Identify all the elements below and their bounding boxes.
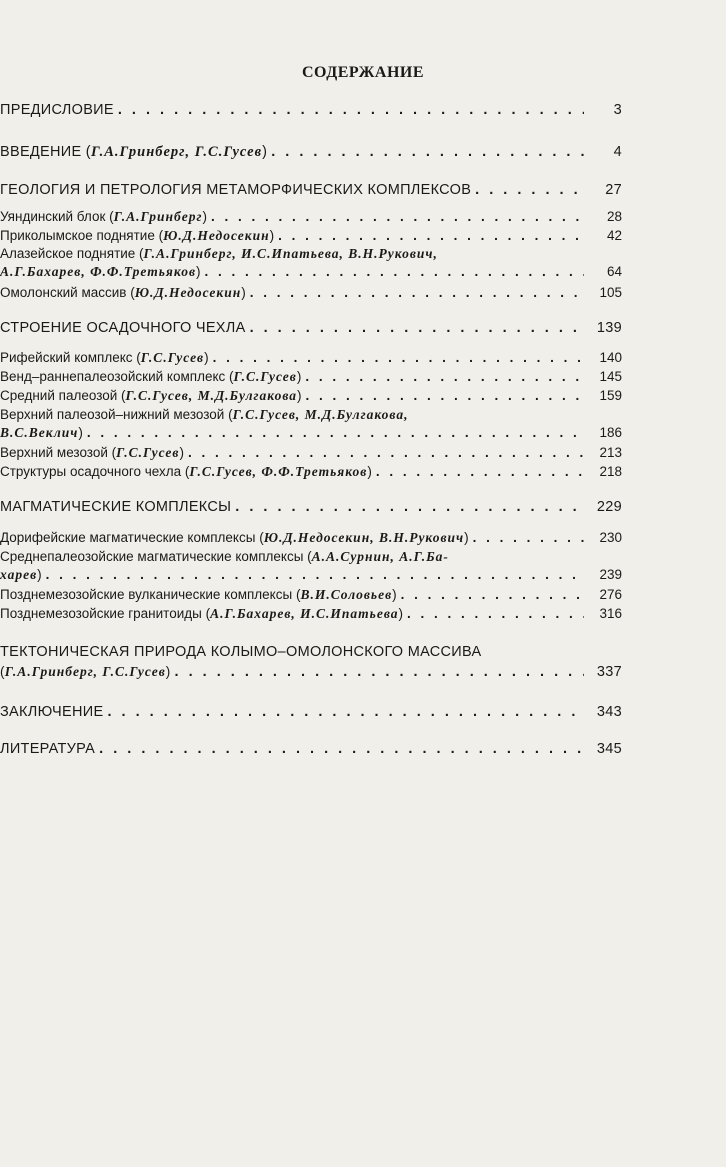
toc-section-tectonic-nature[interactable] bbox=[0, 642, 622, 682]
leader-dots bbox=[473, 529, 584, 547]
entry-authors: Г.А.Гринберг, Г.С.Гусев bbox=[90, 144, 263, 160]
entry-title: Уяндинский блок ( bbox=[0, 209, 114, 224]
entry-page: 213 bbox=[599, 445, 622, 460]
entry-authors: Ю.Д.Недосекин bbox=[163, 228, 270, 243]
entry-page: 343 bbox=[596, 704, 622, 720]
entry-title: Верхний палеозой–нижний мезозой ( bbox=[0, 407, 233, 422]
leader-dots bbox=[118, 100, 584, 120]
entry-page: 105 bbox=[599, 285, 622, 300]
entry-page: 316 bbox=[599, 606, 622, 621]
leader-dots bbox=[250, 318, 584, 338]
toc-entry-preface[interactable] bbox=[0, 100, 622, 120]
entry-authors-cont: харев bbox=[0, 567, 38, 582]
leader-dots bbox=[407, 605, 584, 623]
toc-entry-literature[interactable] bbox=[0, 739, 622, 759]
entry-title-tail: ) bbox=[202, 209, 208, 224]
entry-page: 159 bbox=[599, 388, 622, 403]
toc-entry-middle-paleozoic[interactable] bbox=[0, 387, 622, 405]
toc-entry-upper-mesozoic[interactable] bbox=[0, 444, 622, 462]
entry-page: 139 bbox=[596, 320, 622, 336]
entry-authors: А.Г.Бахарев, И.С.Ипатьева bbox=[210, 606, 399, 621]
entry-title-paren: ( bbox=[0, 664, 5, 679]
entry-title: Омолонский массив ( bbox=[0, 285, 135, 300]
entry-page: 230 bbox=[599, 530, 622, 545]
leader-dots bbox=[271, 142, 584, 162]
entry-page: 3 bbox=[613, 102, 622, 118]
entry-title-tail: ) bbox=[195, 264, 201, 279]
leader-dots bbox=[107, 702, 584, 722]
entry-title: Рифейский комплекс ( bbox=[0, 350, 141, 365]
entry-title: ЛИТЕРАТУРА bbox=[0, 741, 96, 757]
leader-dots bbox=[204, 263, 584, 281]
entry-title-tail: ) bbox=[165, 664, 171, 679]
entry-authors: Г.С.Гусев bbox=[116, 445, 180, 460]
leader-dots bbox=[99, 739, 584, 759]
toc-entry-preriphean-magmatic[interactable] bbox=[0, 529, 622, 547]
entry-title-tail: ) bbox=[262, 144, 268, 160]
entry-page: 337 bbox=[596, 664, 622, 680]
leader-dots bbox=[87, 424, 584, 442]
entry-title: Позднемезозойские вулканические комплексы ( bbox=[0, 587, 301, 602]
entry-page: 345 bbox=[596, 741, 622, 757]
entry-title-tail: ) bbox=[296, 369, 302, 384]
toc-entry-cover-structures[interactable] bbox=[0, 463, 622, 481]
leader-dots bbox=[250, 284, 584, 302]
toc-entry-riphean-complex[interactable] bbox=[0, 349, 622, 367]
leader-dots bbox=[46, 566, 584, 584]
entry-title-tail: ) bbox=[269, 228, 275, 243]
entry-page: 186 bbox=[599, 425, 622, 440]
entry-authors: Ю.Д.Недосекин, В.Н.Рукович bbox=[263, 530, 465, 545]
entry-authors-cont: А.Г.Бахарев, Ф.Ф.Третьяков bbox=[0, 264, 196, 279]
entry-authors: А.А.Сурнин, А.Г.Ба- bbox=[311, 549, 449, 564]
entry-title-tail: ) bbox=[392, 587, 397, 602]
entry-page: 229 bbox=[596, 499, 622, 515]
toc-entry-upper-paleozoic-lower-mesozoic[interactable] bbox=[0, 406, 622, 442]
entry-title: Венд–раннепалеозойский комплекс ( bbox=[0, 369, 234, 384]
entry-title: Позднемезозойские гранитоиды ( bbox=[0, 606, 211, 621]
entry-page: 64 bbox=[606, 264, 622, 279]
toc-heading: СОДЕРЖАНИЕ bbox=[301, 64, 425, 81]
entry-title-tail: ) bbox=[204, 350, 209, 365]
entry-page: 239 bbox=[599, 567, 622, 582]
toc-entry-omolon-massif[interactable] bbox=[0, 284, 622, 302]
toc-entry-late-mesozoic-granitoids[interactable] bbox=[0, 605, 622, 623]
entry-title-tail: ) bbox=[297, 388, 302, 403]
toc-entry-conclusion[interactable] bbox=[0, 702, 622, 722]
entry-page: 218 bbox=[599, 464, 622, 479]
leader-dots bbox=[278, 227, 584, 245]
leader-dots bbox=[188, 444, 584, 462]
entry-authors: Г.С.Гусев, Ф.Ф.Третьяков bbox=[189, 464, 368, 479]
leader-dots bbox=[175, 662, 584, 682]
entry-page: 145 bbox=[599, 369, 622, 384]
entry-page: 276 bbox=[599, 587, 622, 602]
toc-entry-alazeya-uplift[interactable] bbox=[0, 245, 622, 281]
entry-title: МАГМАТИЧЕСКИЕ КОМПЛЕКСЫ bbox=[0, 499, 232, 515]
toc-entry-middle-paleozoic-magmatic[interactable] bbox=[0, 548, 622, 584]
entry-page: 4 bbox=[613, 144, 622, 160]
entry-title-tail: ) bbox=[37, 567, 42, 582]
entry-title: ПРЕДИСЛОВИЕ bbox=[0, 102, 114, 118]
toc-entry-uyandina-block[interactable] bbox=[0, 208, 622, 226]
entry-authors: В.И.Соловьев bbox=[300, 587, 393, 602]
entry-title: Алазейское поднятие ( bbox=[0, 246, 144, 261]
leader-dots bbox=[305, 368, 584, 386]
toc-entry-vendian-complex[interactable] bbox=[0, 368, 622, 386]
entry-authors: Г.А.Гринберг bbox=[113, 209, 203, 224]
entry-authors: Г.А.Гринберг, Г.С.Гусев bbox=[4, 664, 166, 679]
entry-title: Структуры осадочного чехла ( bbox=[0, 464, 190, 479]
entry-authors: Г.А.Гринберг, И.С.Ипатьева, В.Н.Рукович, bbox=[143, 246, 438, 261]
entry-title: ТЕКТОНИЧЕСКАЯ ПРИРОДА КОЛЫМО–ОМОЛОНСКОГО МАССИВА bbox=[0, 644, 482, 660]
entry-authors: Г.С.Гусев, М.Д.Булгакова bbox=[125, 388, 298, 403]
leader-dots bbox=[475, 180, 584, 200]
entry-title-tail: ) bbox=[241, 285, 246, 300]
leader-dots bbox=[401, 586, 584, 604]
toc-entry-prikolymsk-uplift[interactable] bbox=[0, 227, 622, 245]
entry-authors: Г.С.Гусев bbox=[233, 369, 297, 384]
entry-title: СТРОЕНИЕ ОСАДОЧНОГО ЧЕХЛА bbox=[0, 320, 246, 336]
leader-dots bbox=[213, 349, 584, 367]
entry-title: ГЕОЛОГИЯ И ПЕТРОЛОГИЯ МЕТАМОРФИЧЕСКИХ КОМПЛЕКСОВ bbox=[0, 182, 472, 198]
leader-dots bbox=[306, 387, 584, 405]
entry-title: ЗАКЛЮЧЕНИЕ bbox=[0, 704, 104, 720]
toc-section-magmatic-complexes[interactable] bbox=[0, 497, 622, 517]
entry-title-tail: ) bbox=[78, 425, 83, 440]
entry-title: ВВЕДЕНИЕ ( bbox=[0, 144, 91, 160]
leader-dots bbox=[235, 497, 584, 517]
leader-dots bbox=[376, 463, 584, 481]
entry-title: Дорифейские магматические комплексы ( bbox=[0, 530, 264, 545]
entry-title-tail: ) bbox=[398, 606, 404, 621]
entry-page: 28 bbox=[606, 209, 622, 224]
entry-authors: Ю.Д.Недосекин bbox=[134, 285, 242, 300]
entry-title-tail: ) bbox=[464, 530, 469, 545]
entry-title-tail: ) bbox=[179, 445, 184, 460]
toc-entry-introduction[interactable] bbox=[0, 142, 622, 162]
entry-page: 140 bbox=[599, 350, 622, 365]
entry-authors: Г.С.Гусев bbox=[140, 350, 205, 365]
entry-authors: Г.С.Гусев, М.Д.Булгакова, bbox=[232, 407, 409, 422]
toc-entry-late-mesozoic-volcanic[interactable] bbox=[0, 586, 622, 604]
toc-section-geology[interactable] bbox=[0, 180, 622, 200]
entry-title: Приколымское поднятие ( bbox=[0, 228, 164, 243]
entry-title: Среднепалеозойские магматические комплексы ( bbox=[0, 549, 312, 564]
leader-dots bbox=[211, 208, 584, 226]
entry-title-tail: ) bbox=[367, 464, 372, 479]
entry-page: 42 bbox=[606, 228, 622, 243]
entry-authors-cont: В.С.Веклич bbox=[0, 425, 79, 440]
entry-title: Средний палеозой ( bbox=[0, 388, 126, 403]
toc-section-sedimentary-cover[interactable] bbox=[0, 318, 622, 338]
entry-title: Верхний мезозой ( bbox=[0, 445, 117, 460]
entry-page: 27 bbox=[605, 182, 622, 198]
